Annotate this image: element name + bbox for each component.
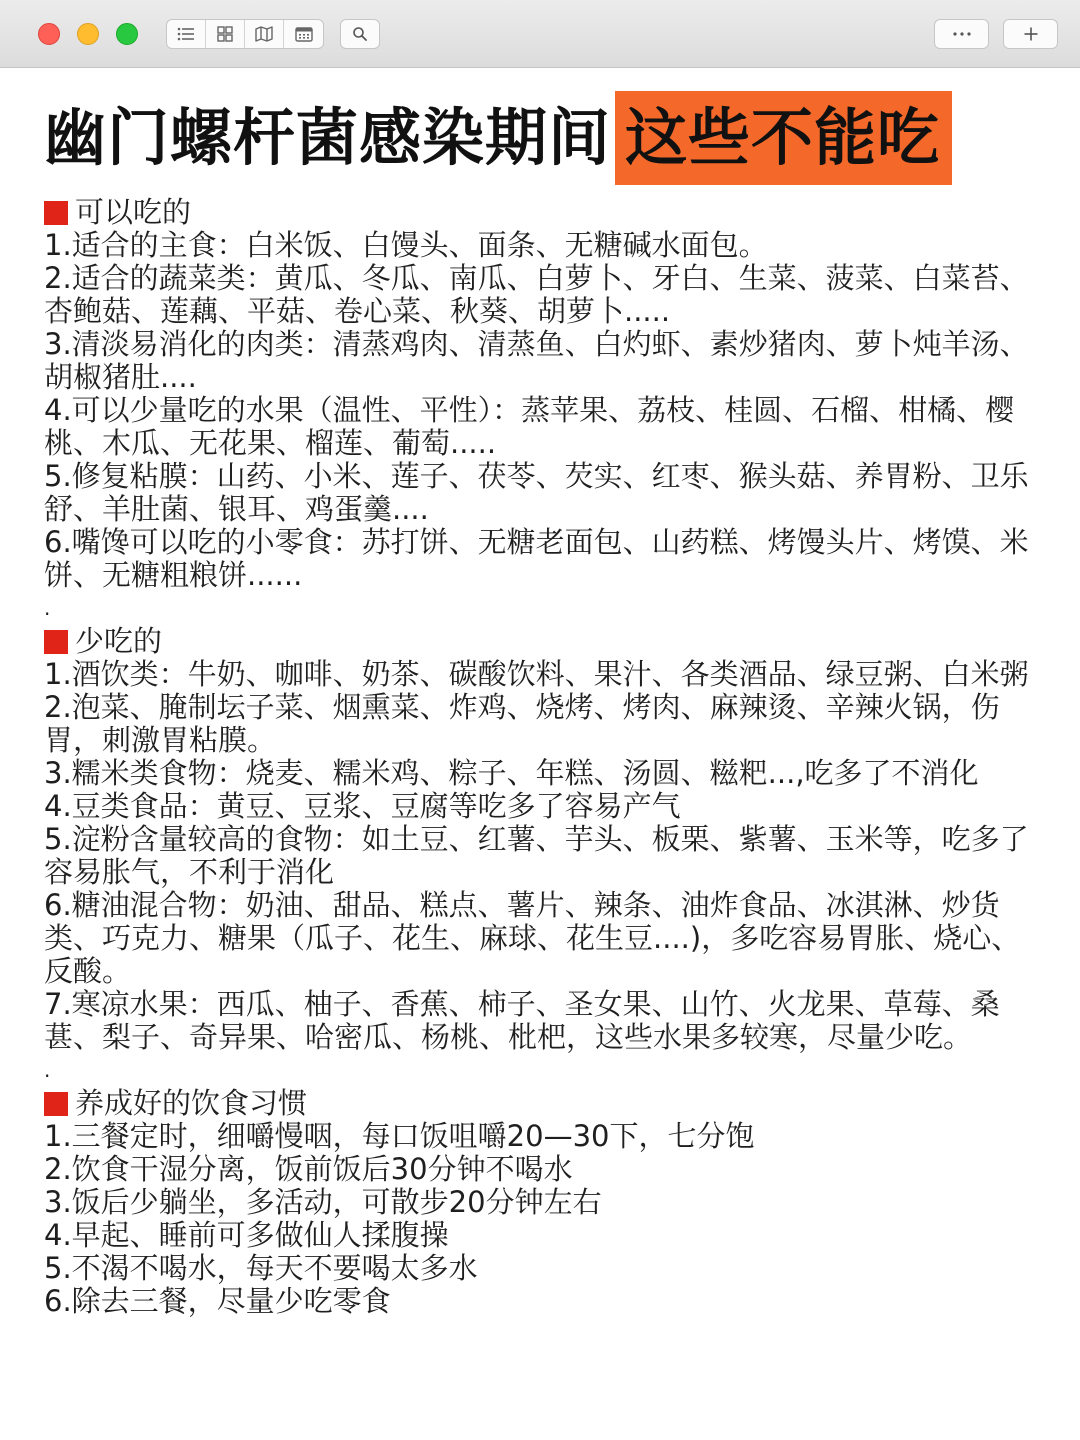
list-view-icon[interactable]	[167, 20, 206, 48]
minimize-window-button[interactable]	[77, 23, 99, 45]
list-item: 5.淀粉含量较高的食物：如土豆、红薯、芋头、板栗、紫薯、玉米等，吃多了容易胀气，不利于消化	[44, 822, 1029, 889]
list-item: 6.除去三餐，尽量少吃零食	[44, 1284, 391, 1318]
list-item: 5.修复粘膜：山药、小米、莲子、茯苓、芡实、红枣、猴头菇、养胃粉、卫乐舒、羊肚菌、银耳、鸡蛋羹....	[44, 459, 1029, 526]
list-item: 6.糖油混合物：奶油、甜品、糕点、薯片、辣条、油炸食品、冰淇淋、炒货类、巧克力、糖果（瓜子、花生、麻球、花生豆....)，多吃容易胃胀、烧心、反酸。	[44, 888, 1021, 988]
section-separator: .	[44, 1058, 51, 1082]
section-eat-less	[44, 625, 1044, 1087]
window-toolbar	[0, 0, 1080, 68]
list-item: 2.适合的蔬菜类：黄瓜、冬瓜、南瓜、白萝卜、牙白、生菜、菠菜、白菜苔、杏鲍菇、莲藕、平菇、卷心菜、秋葵、胡萝卜.....	[44, 261, 1029, 328]
plus-icon[interactable]	[1003, 19, 1058, 49]
list-item: 2.饮食干湿分离，饭前饭后30分钟不喝水	[44, 1152, 573, 1186]
section-title: 少吃的	[75, 624, 163, 658]
red-square-icon	[44, 1092, 68, 1116]
ellipsis-icon[interactable]	[934, 19, 989, 49]
list-item: 7.寒凉水果：西瓜、柚子、香蕉、柿子、圣女果、山竹、火龙果、草莓、桑葚、梨子、奇异果、哈密瓜、杨桃、枇杷，这些水果多较寒，尽量少吃。	[44, 987, 1000, 1054]
section-can-eat	[44, 196, 1044, 625]
zoom-window-button[interactable]	[116, 23, 138, 45]
section-heading	[44, 1087, 1044, 1120]
list-item: 3.清淡易消化的肉类：清蒸鸡肉、清蒸鱼、白灼虾、素炒猪肉、萝卜炖羊汤、胡椒猪肚....	[44, 327, 1029, 394]
grid-view-icon[interactable]	[206, 20, 245, 48]
section-separator: .	[44, 596, 51, 620]
title-main: 幽门螺杆菌感染期间	[44, 101, 612, 174]
search-icon[interactable]	[340, 19, 380, 49]
red-square-icon	[44, 201, 68, 225]
section-title: 养成好的饮食习惯	[75, 1086, 308, 1120]
list-item: 3.饭后少躺坐，多活动，可散步20分钟左右	[44, 1185, 602, 1219]
list-item: 2.泡菜、腌制坛子菜、烟熏菜、炸鸡、烧烤、烤肉、麻辣烫、辛辣火锅，伤胃，刺激胃粘膜。	[44, 690, 1000, 757]
section-heading	[44, 196, 1044, 229]
list-item: 3.糯米类食物：烧麦、糯米鸡、粽子、年糕、汤圆、糍粑...,吃多了不消化	[44, 756, 979, 790]
list-item: 1.适合的主食：白米饭、白馒头、面条、无糖碱水面包。	[44, 228, 768, 262]
title-highlight: 这些不能吃	[615, 91, 952, 185]
list-item: 6.嘴馋可以吃的小零食：苏打饼、无糖老面包、山药糕、烤馒头片、烤馍、米饼、无糖粗粮饼......	[44, 525, 1029, 592]
list-item: 5.不渴不喝水，每天不要喝太多水	[44, 1251, 478, 1285]
page-title	[44, 91, 952, 185]
list-item: 1.三餐定时，细嚼慢咽，每口饭咀嚼20—30下，七分饱	[44, 1119, 755, 1153]
document-content	[0, 69, 1080, 1440]
list-item: 4.可以少量吃的水果（温性、平性）：蒸苹果、荔枝、桂圆、石榴、柑橘、樱桃、木瓜、无花果、榴莲、葡萄.....	[44, 393, 1015, 460]
map-icon[interactable]	[245, 20, 284, 48]
list-item: 1.酒饮类：牛奶、咖啡、奶茶、碳酸饮料、果汁、各类酒品、绿豆粥、白米粥	[44, 657, 1029, 691]
list-item: 4.早起、睡前可多做仙人揉腹操	[44, 1218, 449, 1252]
close-window-button[interactable]	[38, 23, 60, 45]
red-square-icon	[44, 630, 68, 654]
list-item: 4.豆类食品：黄豆、豆浆、豆腐等吃多了容易产气	[44, 789, 681, 823]
section-title: 可以吃的	[75, 195, 192, 229]
article-body	[44, 196, 1044, 1318]
view-mode-selector	[166, 19, 324, 49]
calendar-icon[interactable]	[284, 20, 323, 48]
section-good-habits	[44, 1087, 1044, 1318]
section-heading	[44, 625, 1044, 658]
